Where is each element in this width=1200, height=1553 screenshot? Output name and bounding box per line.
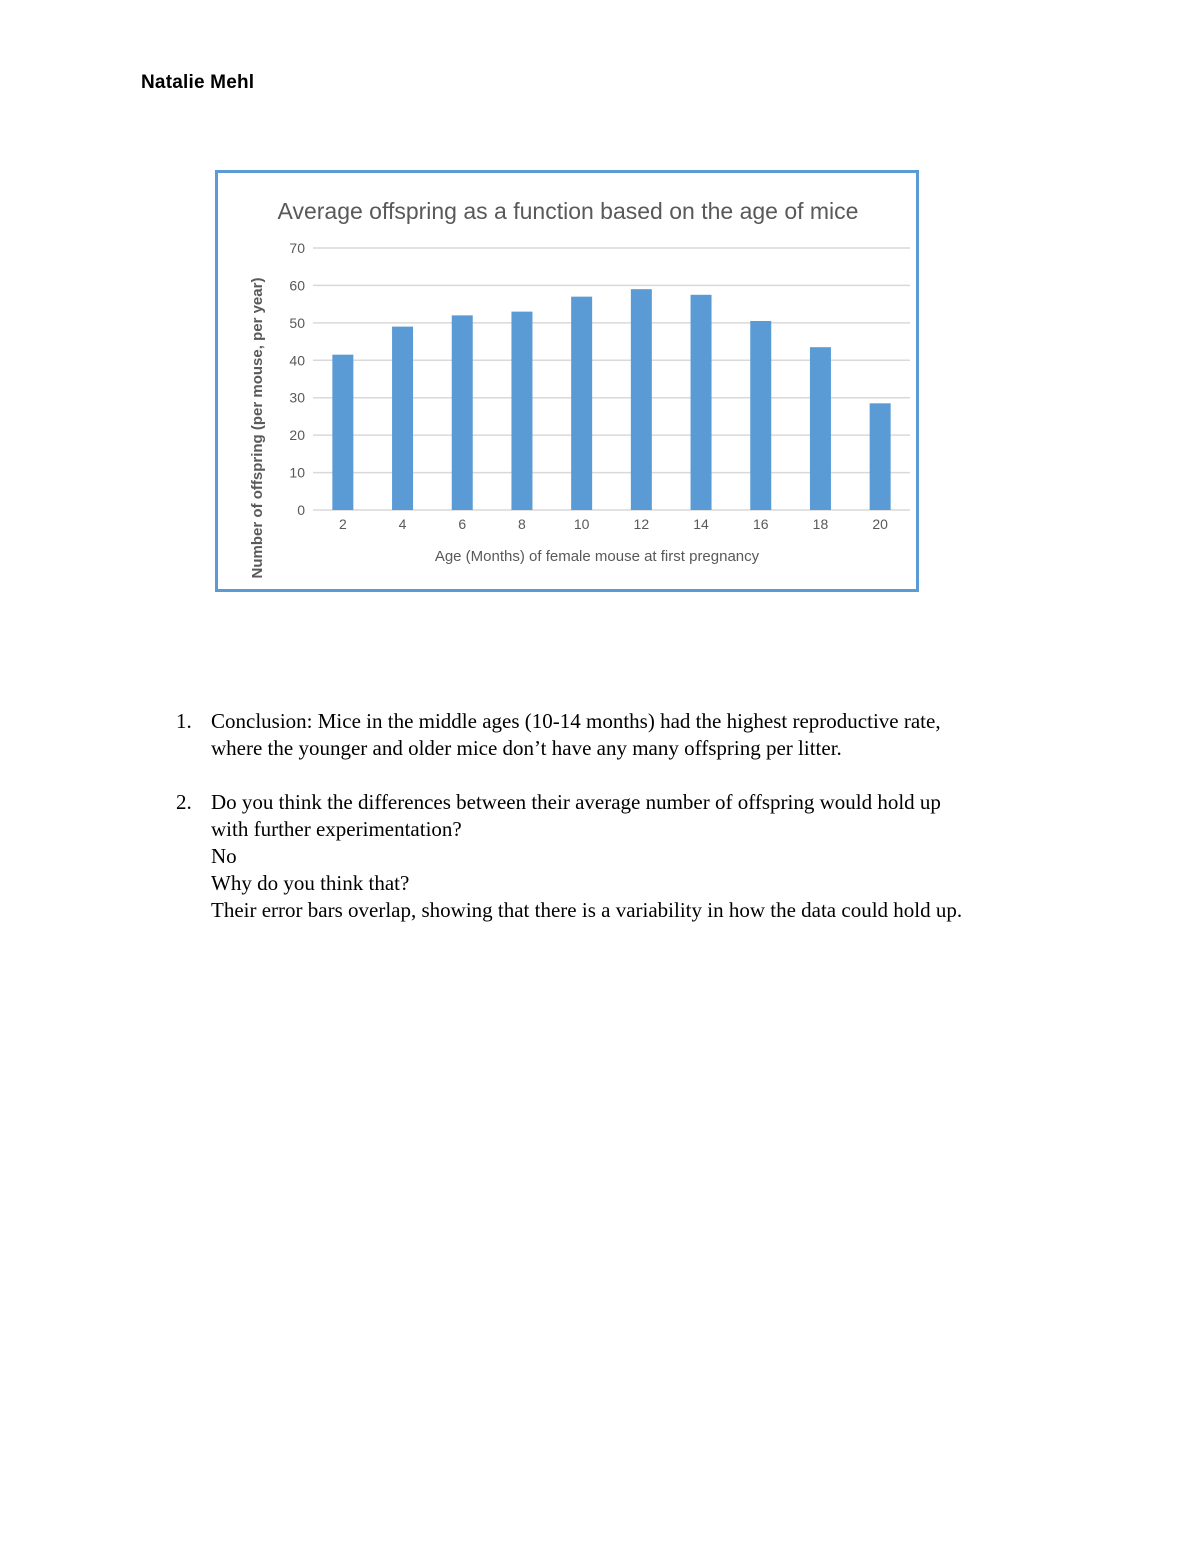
answer-line: Their error bars overlap, showing that there is a variability in how the data could hold up. (211, 898, 963, 922)
chart-x-axis-label: Age (Months) of female mouse at first pregnancy (434, 548, 760, 565)
chart-x-tick-label: 2 (338, 516, 347, 532)
chart-bar-12 (631, 289, 652, 510)
chart-x-ticks (339, 516, 888, 532)
chart-y-tick-label: 70 (289, 240, 305, 256)
chart-y-tick-label: 0 (297, 502, 305, 518)
author-name: Natalie Mehl (141, 72, 255, 93)
chart-x-tick-label: 20 (872, 516, 888, 532)
bar-chart (218, 173, 916, 589)
chart-y-tick-label: 10 (289, 464, 305, 481)
chart-bar-4 (392, 327, 413, 510)
question-number: 1. (176, 709, 192, 733)
chart-y-tick-label: 30 (289, 389, 305, 406)
question-line: Why do you think that? (211, 871, 410, 895)
chart-y-ticks (289, 240, 305, 518)
chart-bar-2 (332, 355, 353, 510)
question-number: 2. (176, 790, 192, 814)
question-line: Do you think the differences between their average number of offspring would hold up (211, 790, 941, 814)
answer-line: where the younger and older mice don’t have any many offspring per litter. (211, 736, 842, 760)
chart-x-tick-label: 4 (398, 516, 407, 532)
answer-line: Conclusion: Mice in the middle ages (10-14 months) had the highest reproductive rate, (211, 709, 941, 733)
question-item-2 (172, 789, 1072, 924)
chart-x-tick-label: 18 (812, 516, 829, 532)
chart-x-tick-label: 12 (633, 516, 650, 532)
chart-bar-10 (571, 297, 592, 510)
chart-bar-6 (452, 315, 473, 510)
chart-x-tick-label: 8 (518, 516, 526, 532)
chart-bar-20 (870, 403, 891, 510)
chart-bar-16 (750, 321, 771, 510)
question-line: with further experimentation? (211, 817, 462, 841)
question-item-1 (172, 708, 1072, 762)
chart-y-tick-label: 20 (289, 427, 305, 444)
chart-y-tick-label: 50 (289, 314, 305, 331)
chart-x-tick-label: 10 (573, 516, 590, 532)
chart-y-tick-label: 40 (289, 352, 305, 369)
chart-x-tick-label: 6 (458, 516, 467, 532)
chart-x-tick-label: 16 (752, 516, 769, 532)
chart-x-tick-label: 14 (693, 516, 709, 532)
question-list (172, 708, 1072, 924)
chart-y-tick-label: 60 (289, 277, 305, 294)
chart-y-axis-label: Number of offspring (per mouse, per year) (249, 277, 266, 579)
chart-title: Average offspring as a function based on the age of mice (277, 198, 859, 224)
chart-container (215, 170, 919, 592)
answer-line: No (211, 844, 237, 868)
chart-bar-18 (810, 347, 831, 510)
chart-bar-14 (691, 295, 712, 510)
chart-bar-8 (511, 312, 532, 510)
